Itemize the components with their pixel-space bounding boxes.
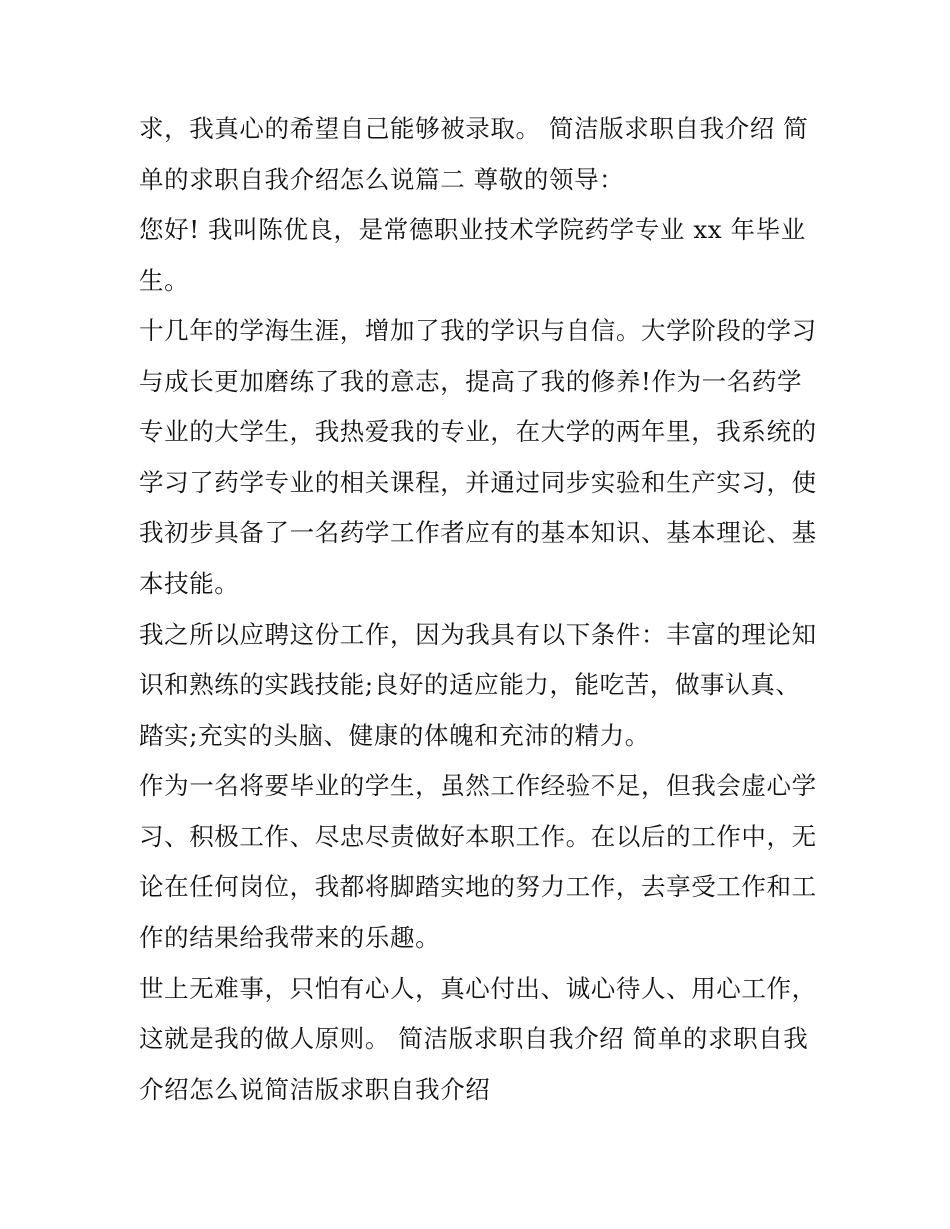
text-line: 本技能。 xyxy=(139,569,240,598)
text-line: 与成长更加磨练了我的意志，提高了我的修养!作为一名药学 xyxy=(139,367,803,396)
text-line: 我之所以应聘这份工作，因为我具有以下条件：丰富的理论知 xyxy=(139,620,817,649)
text-line: 作的结果给我带来的乐趣。 xyxy=(139,923,441,952)
text-line: 踏实;充实的头脑、健康的体魄和充沛的精力。 xyxy=(139,721,650,750)
text-line: 生。 xyxy=(139,266,190,295)
text-line: 这就是我的做人原则。 简洁版求职自我介绍 简单的求职自我 xyxy=(139,1024,809,1053)
text-line: 介绍怎么说简洁版求职自我介绍 xyxy=(139,1075,491,1104)
text-line: 单的求职自我介绍怎么说篇二 尊敬的领导： xyxy=(139,165,625,194)
text-line: 论在任何岗位，我都将脚踏实地的努力工作，去享受工作和工 xyxy=(139,872,817,901)
text-line: 专业的大学生，我热爱我的专业，在大学的两年里，我系统的 xyxy=(139,417,817,446)
text-line: 十几年的学海生涯，增加了我的学识与自信。大学阶段的学习 xyxy=(139,316,817,345)
text-line: 习、积极工作、尽忠尽责做好本职工作。在以后的工作中，无 xyxy=(139,822,817,851)
text-line: 学习了药学专业的相关课程，并通过同步实验和生产实习，使 xyxy=(139,468,817,497)
text-line: 求，我真心的希望自己能够被录取。 简洁版求职自我介绍 简 xyxy=(139,114,809,143)
text-line: 我初步具备了一名药学工作者应有的基本知识、基本理论、基 xyxy=(139,518,817,547)
text-line: 识和熟练的实践技能;良好的适应能力，能吃苦，做事认真、 xyxy=(139,670,801,699)
text-line: 世上无难事，只怕有心人，真心付出、诚心待人、用心工作， xyxy=(139,974,817,1003)
text-line: 您好! 我叫陈优良，是常德职业技术学院药学专业 xx 年毕业 xyxy=(139,215,806,244)
text-line: 作为一名将要毕业的学生，虽然工作经验不足，但我会虚心学 xyxy=(139,771,817,800)
